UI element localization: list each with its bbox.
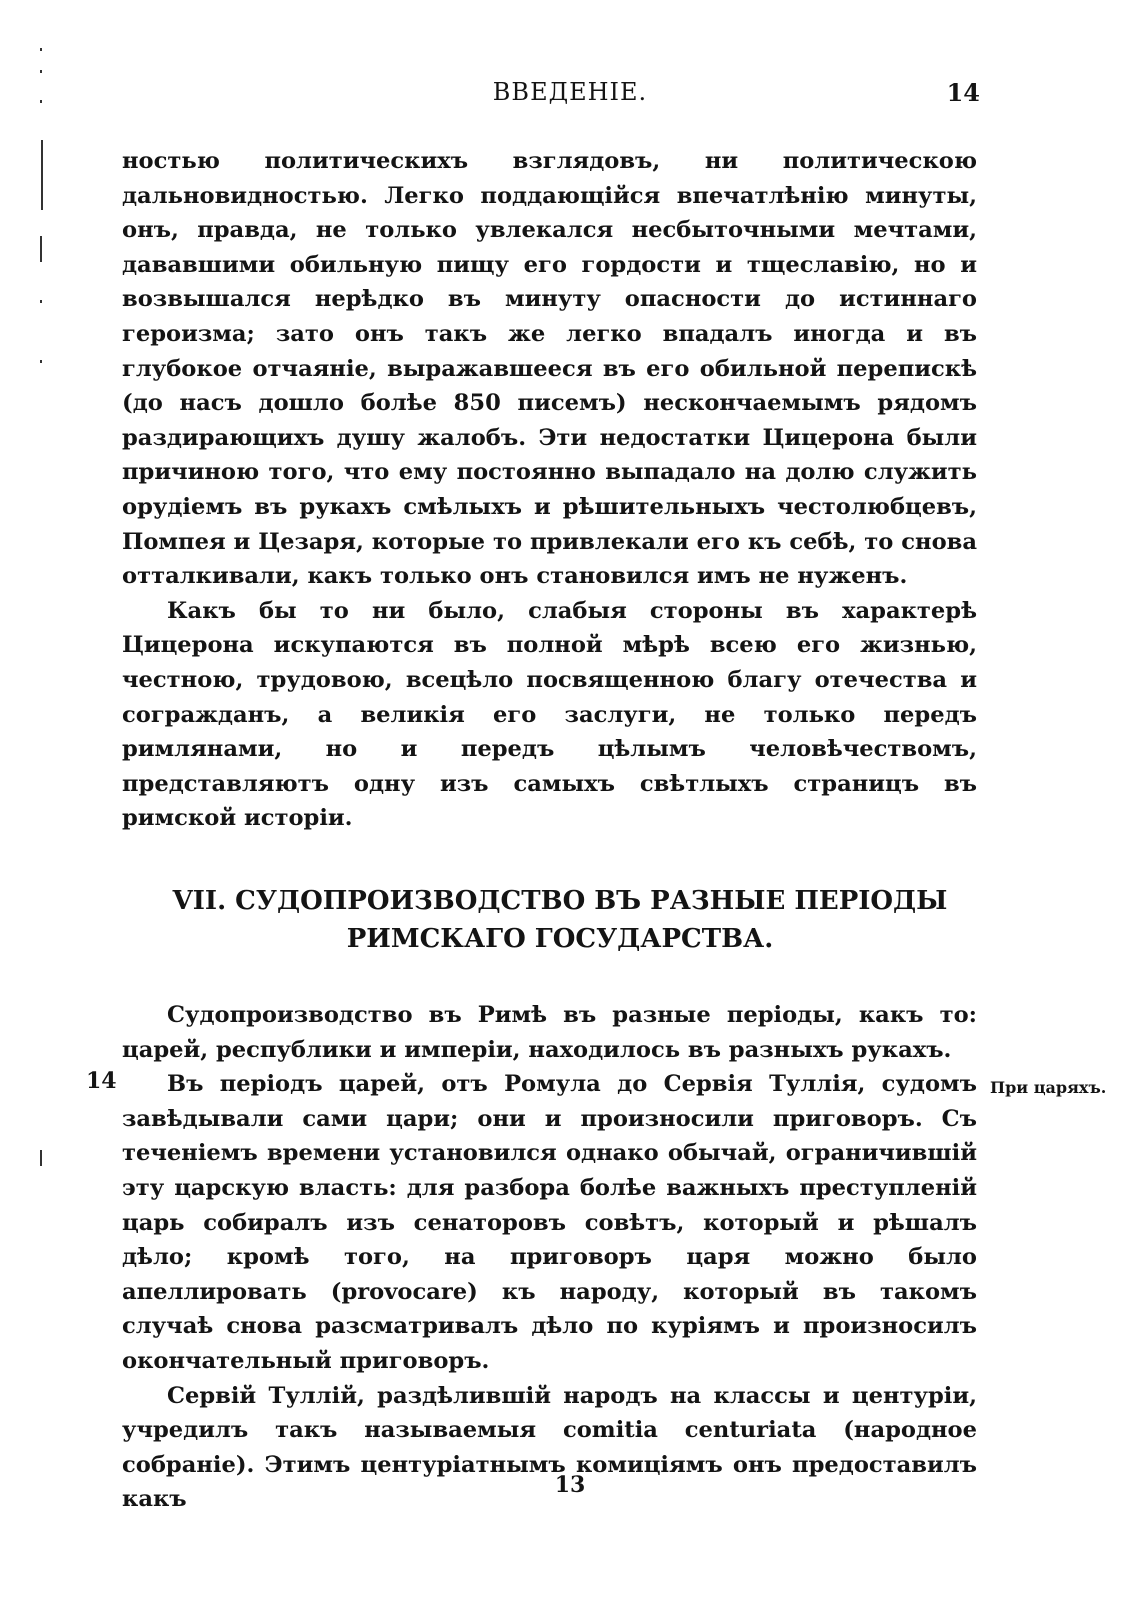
paragraph: Судопроизводство въ Римѣ въ разные періоды, какъ то: царей, республики и имперіи, находилось въ разныхъ рукахъ.: [122, 1002, 977, 1063]
page-header: [0, 76, 1140, 116]
margin-note: При царяхъ.: [990, 1078, 1107, 1097]
scan-mark: [40, 300, 42, 303]
chapter-heading-line: РИМСКАГО ГОСУДАРСТВА.: [346, 924, 774, 954]
header-section-number: 14: [946, 78, 980, 107]
chapter-heading-line: VII. СУДОПРОИЗВОДСТВО ВЪ РАЗНЫЕ ПЕРІОДЫ: [172, 886, 948, 916]
scan-mark: [40, 70, 42, 73]
scan-mark: [41, 140, 43, 210]
text-block-intro: [122, 144, 977, 836]
scan-mark: [40, 48, 42, 51]
scan-mark: [40, 360, 42, 363]
paragraph: ностью политическихъ взглядовъ, ни политическою дальновидностью. Легко поддающійся впечатлѣнію минуты, онъ, правда, не только увлекался несбыточными мечтами, дававшими обильную пищу его гордости и тщеславію, но и возвышался нерѣдко въ минуту опасности до истиннаго героизма; зато онъ такъ же легко впадалъ иногда и въ глубокое отчаяніе, выражавшееся въ его обильной перепискѣ (до насъ дошло болѣе 850 писемъ) нескончаемымъ рядомъ раздирающихъ душу жалобъ. Эти недостатки Цицерона были причиною того, что ему постоянно выпадало на долю служить орудіемъ въ рукахъ смѣлыхъ и рѣшительныхъ честолюбцевъ, Помпея и Цезаря, которые то привлекали его къ себѣ, то снова отталкивали, какъ только онъ становился имъ не нуженъ.: [122, 148, 977, 590]
text-block-chapter: [122, 998, 977, 1517]
paragraph: Сервій Туллій, раздѣлившій народъ на классы и центуріи, учредилъ такъ называемыя comitia centuriata (народное собраніе). Этимъ центуріатнымъ комиціямъ онъ предоставилъ какъ: [122, 1382, 977, 1513]
chapter-heading: [140, 882, 980, 958]
running-head: ВВЕДЕНІЕ.: [492, 78, 648, 106]
paragraph: Какъ бы то ни было, слабыя стороны въ характерѣ Цицерона искупаются въ полной мѣрѣ всею его жизнью, честною, трудовою, всецѣло посвященною благу отечества и согражданъ, а великія его заслуги, не только передъ римлянами, но и передъ цѣлымъ человѣчествомъ, представляютъ одну изъ самыхъ свѣтлыхъ страницъ въ римской исторіи.: [122, 597, 977, 832]
paragraph: Въ періодъ царей, отъ Ромула до Сервія Туллія, судомъ завѣдывали сами цари; они и произносили приговоръ. Съ теченіемъ времени установился однако обычай, ограничившій эту царскую власть: для разбора болѣе важныхъ преступленій царь собиралъ изъ сенаторовъ совѣтъ, который и рѣшалъ дѣло; кромѣ того, на приговоръ царя можно было апеллировать (provocare) къ народу, который въ такомъ случаѣ снова разсматривалъ дѣло по куріямъ и произносилъ окончательный приговоръ.: [122, 1071, 977, 1374]
margin-section-number: 14: [86, 1068, 117, 1094]
page-number: 13: [554, 1472, 586, 1498]
scan-mark: [40, 1150, 42, 1166]
scan-mark: [40, 236, 42, 262]
